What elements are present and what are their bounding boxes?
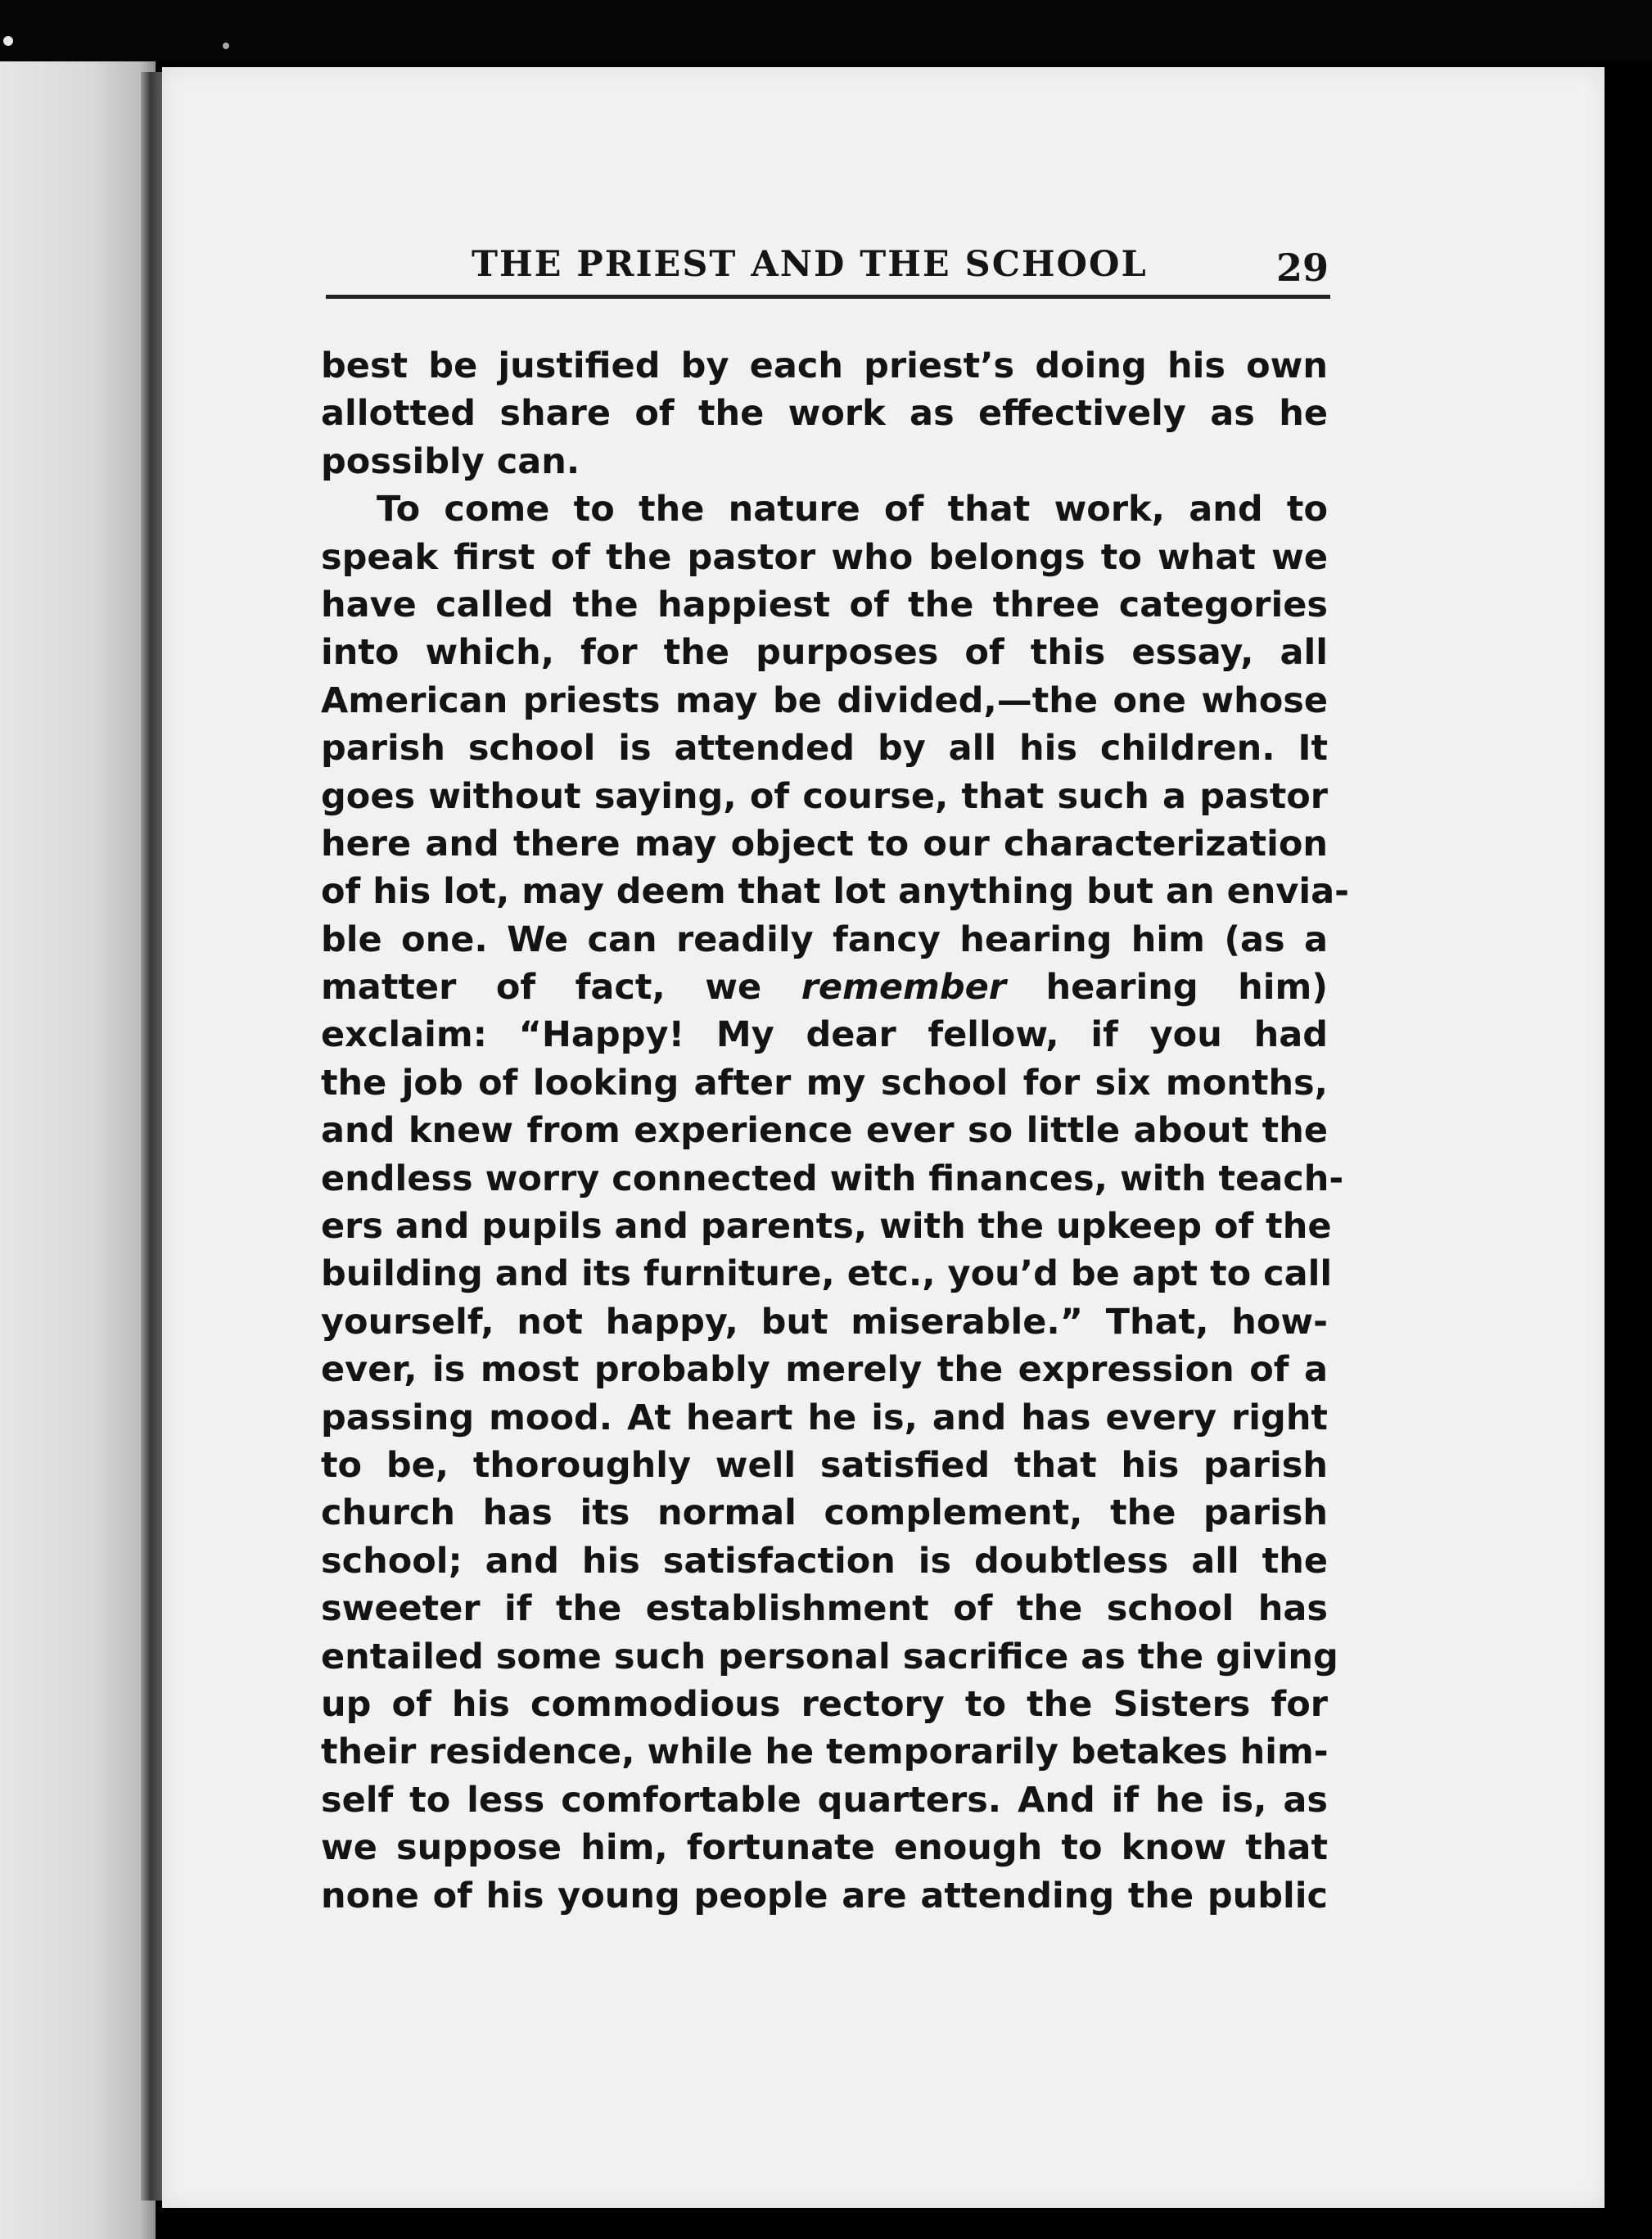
scan-registration-mark bbox=[223, 43, 229, 49]
text-line-with-italic bbox=[321, 964, 1328, 1011]
text-line: To come to the nature of that work, and to bbox=[377, 489, 1328, 530]
text-line: parish school is attended by all his children. It bbox=[321, 728, 1328, 770]
text-line: sweeter if the establishment of the school has bbox=[321, 1588, 1328, 1630]
text-line: ers and pupils and parents, with the upkeep of the bbox=[321, 1206, 1332, 1248]
body-text bbox=[321, 342, 1350, 1920]
running-head: THE PRIEST AND THE SCHOOL bbox=[472, 244, 1148, 285]
text-line: up of his commodious rectory to the Sisters for bbox=[321, 1683, 1328, 1725]
text-line: school; and his satisfaction is doubtless all the bbox=[321, 1540, 1328, 1582]
text-line: possibly can. bbox=[321, 440, 580, 482]
text-line: ever, is most probably merely the expression of a bbox=[321, 1349, 1328, 1391]
text-segment: matter of fact, we bbox=[321, 967, 801, 1009]
page-header bbox=[326, 236, 1330, 301]
text-line: their residence, while he temporarily betakes him- bbox=[321, 1731, 1329, 1773]
scan-registration-mark bbox=[3, 36, 13, 46]
text-line: exclaim: “Happy! My dear fellow, if you had bbox=[321, 1014, 1328, 1056]
text-line: entailed some such personal sacrifice as the giving bbox=[321, 1636, 1338, 1677]
scan-frame-top bbox=[0, 0, 1652, 61]
italic-word: remember bbox=[801, 967, 1006, 1009]
text-line: endless worry connected with finances, with teach- bbox=[321, 1158, 1344, 1199]
text-line: and knew from experience ever so little about the bbox=[321, 1110, 1328, 1152]
text-line: to be, thoroughly well satisfied that his parish bbox=[321, 1444, 1328, 1486]
book-gutter bbox=[141, 72, 162, 2201]
text-line: best be justified by each priest’s doing his own bbox=[321, 345, 1328, 386]
text-line: speak first of the pastor who belongs to what we bbox=[321, 536, 1328, 578]
text-line: yourself, not happy, but miserable.” That, how- bbox=[321, 1301, 1328, 1343]
text-line: church has its normal complement, the parish bbox=[321, 1492, 1328, 1534]
text-line: into which, for the purposes of this essay, all bbox=[321, 632, 1328, 674]
text-line: goes without saying, of course, that such a pastor bbox=[321, 775, 1328, 817]
text-line: allotted share of the work as effectively as he bbox=[321, 393, 1328, 435]
text-line: building and its furniture, etc., you’d be apt to call bbox=[321, 1253, 1333, 1295]
text-line: we suppose him, fortunate enough to know that bbox=[321, 1827, 1328, 1869]
facing-page-edge bbox=[0, 61, 156, 2239]
text-line: ble one. We can readily fancy hearing him (as a bbox=[321, 919, 1328, 960]
header-rule bbox=[326, 295, 1330, 299]
page-number: 29 bbox=[1275, 246, 1329, 290]
text-line: self to less comfortable quarters. And if he is, as bbox=[321, 1779, 1328, 1821]
text-line: the job of looking after my school for six months, bbox=[321, 1062, 1328, 1104]
text-segment: hearing him) bbox=[1005, 967, 1328, 1009]
text-line: here and there may object to our characterization bbox=[321, 823, 1328, 864]
text-line: of his lot, may deem that lot anything but an envia- bbox=[321, 871, 1350, 913]
text-line: have called the happiest of the three categories bbox=[321, 584, 1328, 625]
text-line: passing mood. At heart he is, and has every right bbox=[321, 1397, 1328, 1438]
text-line: American priests may be divided,—the one whose bbox=[321, 679, 1328, 721]
text-line: none of his young people are attending the public bbox=[321, 1875, 1328, 1916]
